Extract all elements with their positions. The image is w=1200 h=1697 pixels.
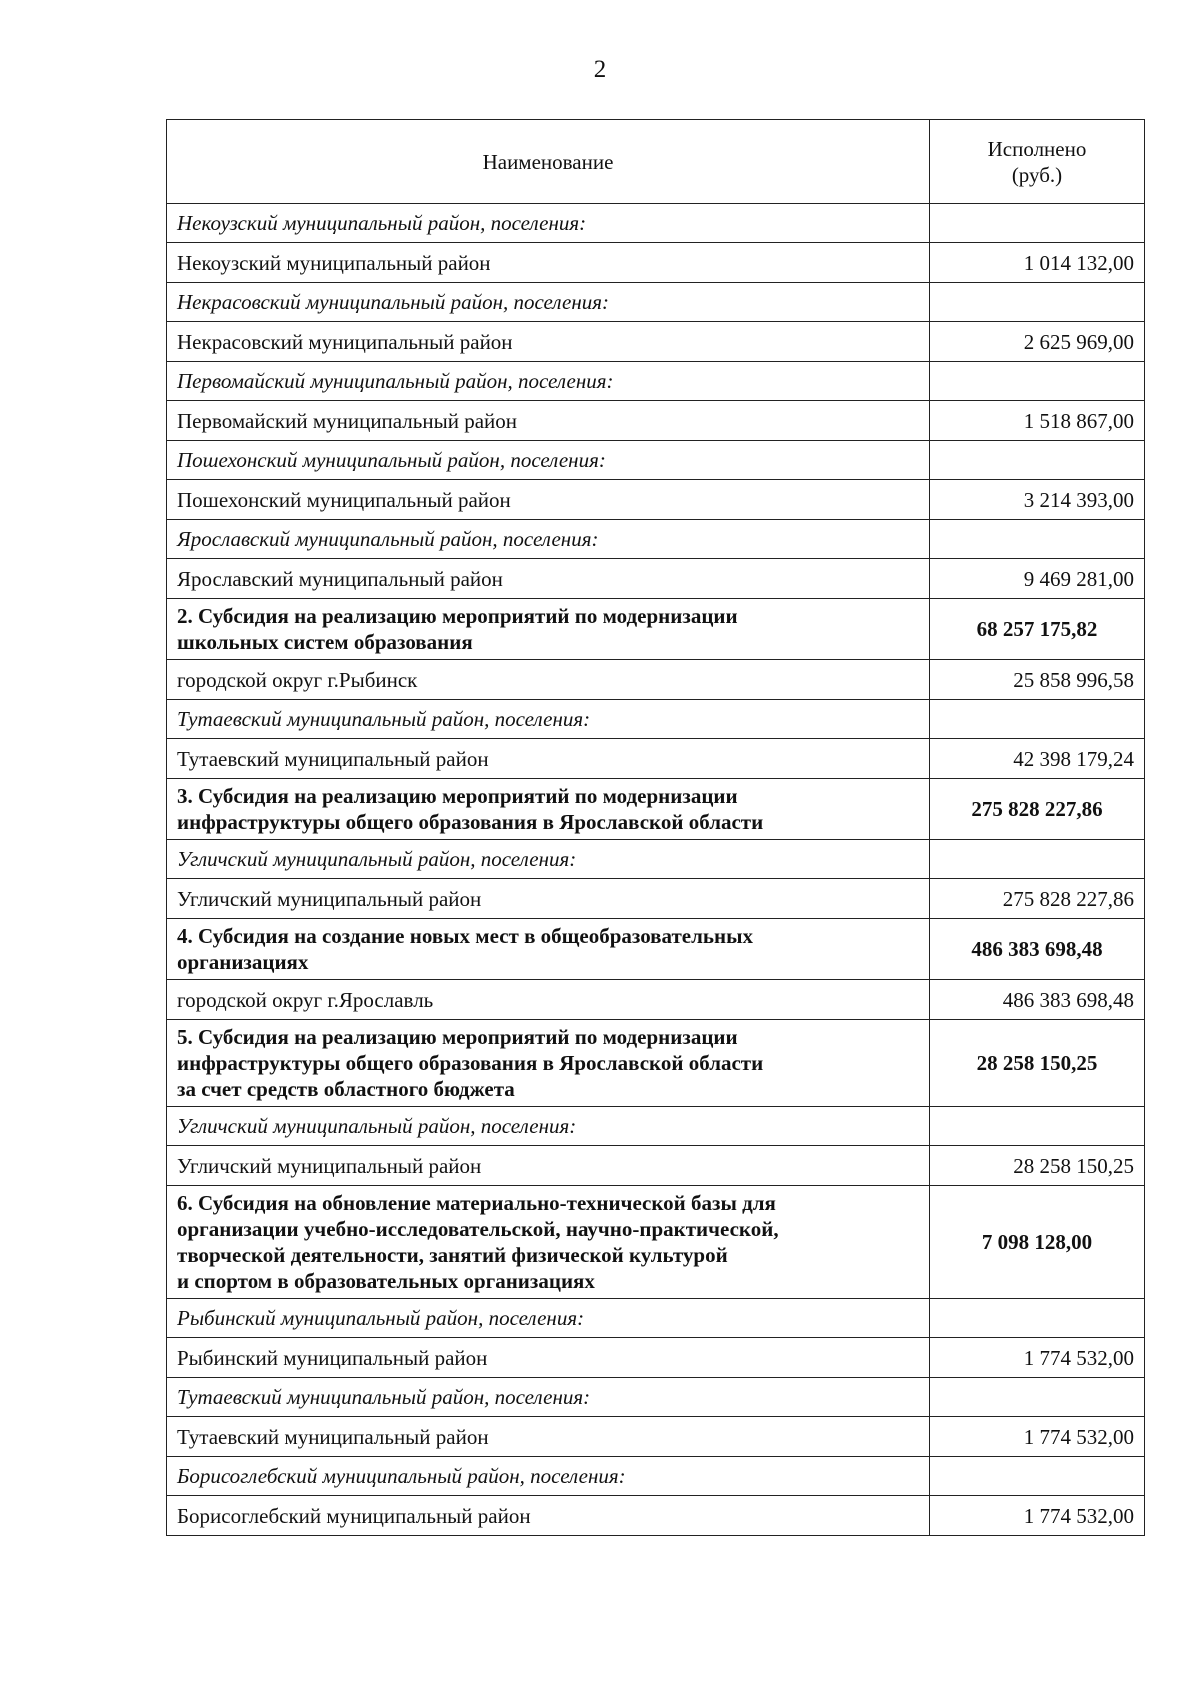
row-amount: 7 098 128,00: [930, 1186, 1145, 1299]
row-name: Угличский муниципальный район, поселения:: [167, 840, 930, 879]
table-row-item: [167, 660, 1145, 700]
row-name: Тутаевский муниципальный район, поселения:: [167, 700, 930, 739]
row-name: 2. Субсидия на реализацию мероприятий по модернизации школьных систем образования: [167, 599, 930, 660]
row-amount: [930, 1457, 1145, 1496]
table-row-section: [167, 1020, 1145, 1107]
header-amount: [930, 120, 1145, 204]
row-amount: 275 828 227,86: [930, 779, 1145, 840]
row-amount: 1 014 132,00: [930, 243, 1145, 283]
row-name: 4. Субсидия на создание новых мест в общеобразовательных организациях: [167, 919, 930, 980]
header-name: Наименование: [167, 120, 930, 204]
table-row-group: [167, 441, 1145, 480]
row-name: Пошехонский муниципальный район, поселения:: [167, 441, 930, 480]
table-row-group: [167, 1107, 1145, 1146]
row-name: Ярославский муниципальный район: [167, 559, 930, 599]
row-amount: 9 469 281,00: [930, 559, 1145, 599]
row-name: 3. Субсидия на реализацию мероприятий по модернизации инфраструктуры общего образования в Ярославской области: [167, 779, 930, 840]
table-row-group: [167, 1457, 1145, 1496]
row-amount: 1 774 532,00: [930, 1338, 1145, 1378]
row-amount: 25 858 996,58: [930, 660, 1145, 700]
row-name: Борисоглебский муниципальный район, поселения:: [167, 1457, 930, 1496]
table-row-section: [167, 599, 1145, 660]
row-name: городской округ г.Ярославль: [167, 980, 930, 1020]
row-amount: 2 625 969,00: [930, 322, 1145, 362]
table-row-item: [167, 559, 1145, 599]
row-amount: [930, 840, 1145, 879]
row-name: Рыбинский муниципальный район, поселения:: [167, 1299, 930, 1338]
table-row-group: [167, 1299, 1145, 1338]
row-amount: 42 398 179,24: [930, 739, 1145, 779]
row-amount: 68 257 175,82: [930, 599, 1145, 660]
row-amount: 1 518 867,00: [930, 401, 1145, 441]
row-amount: [930, 362, 1145, 401]
row-amount: [930, 520, 1145, 559]
table-row-group: [167, 1378, 1145, 1417]
row-name: Угличский муниципальный район: [167, 1146, 930, 1186]
row-amount: [930, 204, 1145, 243]
header-amount-text: Исполнено (руб.): [987, 136, 1087, 187]
row-amount: 275 828 227,86: [930, 879, 1145, 919]
row-name: Некрасовский муниципальный район, поселения:: [167, 283, 930, 322]
row-amount: 486 383 698,48: [930, 980, 1145, 1020]
row-amount: [930, 1107, 1145, 1146]
table-row-group: [167, 283, 1145, 322]
row-name: Рыбинский муниципальный район: [167, 1338, 930, 1378]
row-amount: 1 774 532,00: [930, 1417, 1145, 1457]
row-name: Первомайский муниципальный район: [167, 401, 930, 441]
row-name: городской округ г.Рыбинск: [167, 660, 930, 700]
table-header-row: [167, 120, 1145, 204]
table-row-item: [167, 739, 1145, 779]
page-number: 2: [593, 56, 607, 83]
row-amount: [930, 283, 1145, 322]
table-row-item: [167, 1496, 1145, 1536]
row-name: Тутаевский муниципальный район, поселения:: [167, 1378, 930, 1417]
row-name: Некрасовский муниципальный район: [167, 322, 930, 362]
row-name: Борисоглебский муниципальный район: [167, 1496, 930, 1536]
table-row-item: [167, 480, 1145, 520]
row-name: 5. Субсидия на реализацию мероприятий по модернизации инфраструктуры общего образования в Ярославской области за счет средств областного бюджета: [167, 1020, 930, 1107]
row-name: 6. Субсидия на обновление материально-технической базы для организации учебно-исследовательской, научно-практической, творческой деятельности, занятий физической культурой и спортом в образовательных организациях: [167, 1186, 930, 1299]
row-amount: 28 258 150,25: [930, 1146, 1145, 1186]
row-amount: [930, 700, 1145, 739]
table-row-item: [167, 243, 1145, 283]
row-name: Некоузский муниципальный район: [167, 243, 930, 283]
table-row-group: [167, 204, 1145, 243]
row-amount: [930, 1378, 1145, 1417]
row-name: Некоузский муниципальный район, поселения:: [167, 204, 930, 243]
row-name: Пошехонский муниципальный район: [167, 480, 930, 520]
table-row-section: [167, 919, 1145, 980]
row-name: Тутаевский муниципальный район: [167, 739, 930, 779]
table-row-section: [167, 1186, 1145, 1299]
row-name: Тутаевский муниципальный район: [167, 1417, 930, 1457]
row-amount: 3 214 393,00: [930, 480, 1145, 520]
table-row-item: [167, 1146, 1145, 1186]
row-amount: 1 774 532,00: [930, 1496, 1145, 1536]
budget-execution-table: [166, 119, 1145, 1536]
table-row-item: [167, 980, 1145, 1020]
row-amount: [930, 441, 1145, 480]
table-row-group: [167, 362, 1145, 401]
row-name: Ярославский муниципальный район, поселения:: [167, 520, 930, 559]
table-row-group: [167, 840, 1145, 879]
row-amount: 486 383 698,48: [930, 919, 1145, 980]
row-name: Угличский муниципальный район, поселения:: [167, 1107, 930, 1146]
table-row-section: [167, 779, 1145, 840]
table-row-item: [167, 879, 1145, 919]
table-row-item: [167, 1417, 1145, 1457]
row-name: Первомайский муниципальный район, поселения:: [167, 362, 930, 401]
table-row-item: [167, 401, 1145, 441]
table-row-group: [167, 520, 1145, 559]
table-row-group: [167, 700, 1145, 739]
row-amount: [930, 1299, 1145, 1338]
table-body: [167, 204, 1145, 1536]
table-row-item: [167, 1338, 1145, 1378]
row-name: Угличский муниципальный район: [167, 879, 930, 919]
row-amount: 28 258 150,25: [930, 1020, 1145, 1107]
table-row-item: [167, 322, 1145, 362]
